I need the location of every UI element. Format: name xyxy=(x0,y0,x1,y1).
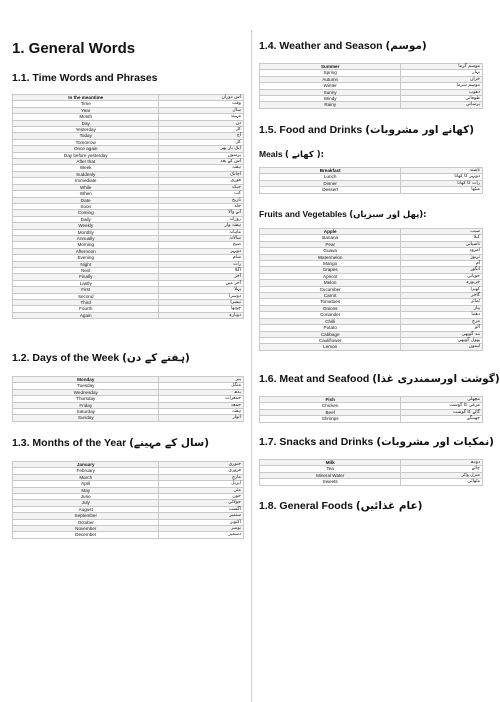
english-term: Week xyxy=(13,165,159,171)
english-term: In the meantime xyxy=(13,95,159,101)
english-term: When xyxy=(13,191,159,197)
english-term: Watermelon xyxy=(260,254,401,260)
urdu-translation: صبح xyxy=(159,242,244,248)
section-heading-weather: 1.4. Weather and Season (موسم) xyxy=(259,40,427,52)
section-heading-food: 1.5. Food and Drinks (کھانے اور مشروبات) xyxy=(259,124,475,136)
english-term: Third xyxy=(13,300,159,306)
urdu-translation: دوپہر کا کھانا xyxy=(401,174,483,180)
urdu-translation: ہفتہ xyxy=(159,409,244,415)
english-term: Autumn xyxy=(260,76,401,82)
urdu-translation: دوبارہ xyxy=(159,312,244,318)
english-term: Guava xyxy=(260,248,401,254)
urdu-translation: جمعرات xyxy=(159,396,244,402)
table-row xyxy=(260,416,483,422)
urdu-translation: منگل xyxy=(159,383,244,389)
table-row xyxy=(260,102,483,108)
english-term: March xyxy=(13,474,159,480)
english-term: Saturday xyxy=(13,409,159,415)
english-term: Today xyxy=(13,133,159,139)
english-term: August xyxy=(13,506,159,512)
english-term: Grapes xyxy=(260,267,401,273)
urdu-translation: آخر میں xyxy=(159,280,244,286)
urdu-translation: سیب xyxy=(401,229,483,235)
urdu-translation: میٹھا xyxy=(401,187,483,193)
urdu-translation: موسم گرما xyxy=(401,64,483,70)
english-term: Apricot xyxy=(260,273,401,279)
english-term: Lunch xyxy=(260,174,401,180)
english-term: After that xyxy=(13,159,159,165)
urdu-translation: دوسرا xyxy=(159,293,244,299)
urdu-translation: آنے والا xyxy=(159,210,244,216)
english-term: Lastly xyxy=(13,280,159,286)
urdu-translation: دھوپ xyxy=(401,89,483,95)
english-term: Weekly xyxy=(13,223,159,229)
urdu-translation: مٹھائی xyxy=(401,479,483,485)
english-term: Chicken xyxy=(260,403,401,409)
urdu-translation: دھنیا xyxy=(401,312,483,318)
english-term: July xyxy=(13,500,159,506)
urdu-translation: مچھلی xyxy=(401,397,483,403)
urdu-translation: مئی xyxy=(159,487,244,493)
urdu-translation: آج xyxy=(159,133,244,139)
urdu-translation: ناشتہ xyxy=(401,168,483,174)
english-term: Monthly xyxy=(13,229,159,235)
urdu-translation: فروری xyxy=(159,468,244,474)
english-term: Onions xyxy=(260,305,401,311)
english-term: Daily xyxy=(13,216,159,222)
english-term: Chilli xyxy=(260,318,401,324)
english-term: Milk xyxy=(260,460,401,466)
section-heading-days: 1.2. Days of the Week (ہفتے کے دن) xyxy=(12,352,190,364)
urdu-translation: دوپہر xyxy=(159,248,244,254)
urdu-translation: کیلا xyxy=(401,235,483,241)
snacks-drinks-table xyxy=(259,459,483,486)
urdu-translation: سال xyxy=(159,107,244,113)
urdu-translation: موسم سرما xyxy=(401,83,483,89)
english-term: October xyxy=(13,519,159,525)
english-term: Tea xyxy=(260,466,401,472)
urdu-translation: جولائی xyxy=(159,500,244,506)
table-row xyxy=(260,479,483,485)
english-term: Cucumber xyxy=(260,286,401,292)
urdu-translation: امرود xyxy=(401,248,483,254)
urdu-translation: تاریخ xyxy=(159,197,244,203)
column-divider xyxy=(251,30,252,702)
urdu-translation: جنوری xyxy=(159,462,244,468)
english-term: Cauliflower xyxy=(260,337,401,343)
urdu-translation: جمعہ xyxy=(159,402,244,408)
english-term: Year xyxy=(13,107,159,113)
urdu-translation: جھینگے xyxy=(401,416,483,422)
urdu-translation: بہار xyxy=(401,70,483,76)
english-term: Coming xyxy=(13,210,159,216)
weather-table xyxy=(259,63,483,109)
english-term: Suddenly xyxy=(13,171,159,177)
english-term: While xyxy=(13,184,159,190)
urdu-translation: جلد xyxy=(159,203,244,209)
urdu-translation: خزاں xyxy=(401,76,483,82)
urdu-translation: اگلا xyxy=(159,267,244,273)
section-heading-time-words: 1.1. Time Words and Phrases xyxy=(12,72,158,84)
english-term: Coriander xyxy=(260,312,401,318)
english-term: Day before yesterday xyxy=(13,152,159,158)
urdu-translation: پہلا xyxy=(159,287,244,293)
urdu-translation: تیسرا xyxy=(159,300,244,306)
urdu-translation: گائے کا گوشت xyxy=(401,409,483,415)
english-term: May xyxy=(13,487,159,493)
urdu-translation: پرسوں xyxy=(159,152,244,158)
english-term: Dinner xyxy=(260,180,401,186)
english-term: Tomatoes xyxy=(260,299,401,305)
urdu-translation: رات xyxy=(159,261,244,267)
urdu-translation: ناشپاتی xyxy=(401,241,483,247)
english-term: Winter xyxy=(260,83,401,89)
english-term: Monday xyxy=(13,377,159,383)
urdu-translation: انگور xyxy=(401,267,483,273)
english-term: Potato xyxy=(260,325,401,331)
urdu-translation: ستمبر xyxy=(159,513,244,519)
urdu-translation: اچانک xyxy=(159,171,244,177)
english-term: Sweets xyxy=(260,479,401,485)
urdu-translation: کب xyxy=(159,191,244,197)
urdu-translation: دن xyxy=(159,120,244,126)
urdu-translation: بند گوبھی xyxy=(401,331,483,337)
urdu-translation: اکتوبر xyxy=(159,519,244,525)
urdu-translation: اس کے بعد xyxy=(159,159,244,165)
urdu-translation: طوفانی xyxy=(401,96,483,102)
fruits-vegetables-table xyxy=(259,228,483,351)
english-term: Windy xyxy=(260,96,401,102)
english-term: Carrot xyxy=(260,293,401,299)
urdu-translation: اگست xyxy=(159,506,244,512)
urdu-translation: شام xyxy=(159,255,244,261)
english-term: Next xyxy=(13,267,159,273)
english-term: Lemon xyxy=(260,344,401,350)
urdu-translation: آم xyxy=(401,261,483,267)
english-term: Morning xyxy=(13,242,159,248)
english-term: Second xyxy=(13,293,159,299)
urdu-translation: لیموں xyxy=(401,344,483,350)
urdu-translation: اس دوران xyxy=(159,95,244,101)
urdu-translation: آلو xyxy=(401,325,483,331)
english-term: First xyxy=(13,287,159,293)
urdu-translation: خوبانی xyxy=(401,273,483,279)
urdu-translation: مارچ xyxy=(159,474,244,480)
english-term: Melon xyxy=(260,280,401,286)
section-heading-meat: 1.6. Meat and Seafood (گوشت اورسمندری غذا) xyxy=(259,373,500,385)
english-term: Dessert xyxy=(260,187,401,193)
urdu-translation: روزانہ xyxy=(159,216,244,222)
urdu-translation: گاجر xyxy=(401,293,483,299)
english-term: Sunday xyxy=(13,415,159,421)
english-term: Tomorrow xyxy=(13,139,159,145)
urdu-translation: خربوزہ xyxy=(401,280,483,286)
english-term: Fourth xyxy=(13,306,159,312)
urdu-translation: ہفتہ xyxy=(159,165,244,171)
table-row xyxy=(13,415,244,421)
english-term: Thursday xyxy=(13,396,159,402)
section-heading-months: 1.3. Months of the Year (سال کے مہینے) xyxy=(12,437,210,449)
english-term: September xyxy=(13,513,159,519)
urdu-translation: پھول گوبھی xyxy=(401,337,483,343)
english-term: Evening xyxy=(13,255,159,261)
urdu-translation: ہفتہ وار xyxy=(159,223,244,229)
english-term: January xyxy=(13,462,159,468)
urdu-translation: چوتھا xyxy=(159,306,244,312)
table-row xyxy=(13,312,244,318)
english-term: Finally xyxy=(13,274,159,280)
meat-seafood-table xyxy=(259,396,483,423)
english-term: November xyxy=(13,526,159,532)
english-term: Fish xyxy=(260,397,401,403)
english-term: Sunny xyxy=(260,89,401,95)
english-term: Annually xyxy=(13,235,159,241)
urdu-translation: برساتی xyxy=(401,102,483,108)
urdu-translation: پیر xyxy=(159,377,244,383)
english-term: Friday xyxy=(13,402,159,408)
urdu-translation: ماہانہ xyxy=(159,229,244,235)
urdu-translation: دسمبر xyxy=(159,532,244,538)
english-term: Month xyxy=(13,114,159,120)
english-term: Date xyxy=(13,197,159,203)
table-row xyxy=(260,344,483,350)
english-term: Breakfast xyxy=(260,168,401,174)
urdu-translation: ٹماٹر xyxy=(401,299,483,305)
english-term: Again xyxy=(13,312,159,318)
english-term: Spring xyxy=(260,70,401,76)
english-term: Cabbage xyxy=(260,331,401,337)
urdu-translation: ایک بار پھر xyxy=(159,146,244,152)
english-term: Day xyxy=(13,120,159,126)
urdu-translation: منرل واٹر xyxy=(401,472,483,478)
meals-subheading: Meals ( کھانے ): xyxy=(259,149,325,160)
page-title: 1. General Words xyxy=(12,40,136,57)
section-heading-snacks: 1.7. Snacks and Drinks (نمکیات اور مشروبات) xyxy=(259,436,494,448)
english-term: Afternoon xyxy=(13,248,159,254)
section-heading-general-foods: 1.8. General Foods (عام غذائیں) xyxy=(259,500,423,512)
english-term: Mango xyxy=(260,261,401,267)
urdu-translation: پیاز xyxy=(401,305,483,311)
urdu-translation: جبکہ xyxy=(159,184,244,190)
urdu-translation: مرچ xyxy=(401,318,483,324)
time-words-table xyxy=(12,94,244,319)
english-term: Soon xyxy=(13,203,159,209)
urdu-translation: نومبر xyxy=(159,526,244,532)
fruits-subheading: Fruits and Vegetables (پھل اور سبزیاں): xyxy=(259,209,427,220)
urdu-translation: دودھ xyxy=(401,460,483,466)
english-term: Rainy xyxy=(260,102,401,108)
urdu-translation: مرغی کا گوشت xyxy=(401,403,483,409)
urdu-translation: رات کا کھانا xyxy=(401,180,483,186)
english-term: Beef xyxy=(260,409,401,415)
english-term: Banana xyxy=(260,235,401,241)
urdu-translation: مہینہ xyxy=(159,114,244,120)
urdu-translation: اپریل xyxy=(159,481,244,487)
english-term: Shrimps xyxy=(260,416,401,422)
urdu-translation: فوری xyxy=(159,178,244,184)
urdu-translation: وقت xyxy=(159,101,244,107)
english-term: February xyxy=(13,468,159,474)
urdu-translation: کھیرا xyxy=(401,286,483,292)
urdu-translation: کل xyxy=(159,139,244,145)
urdu-translation: بدھ xyxy=(159,389,244,395)
table-row xyxy=(13,532,244,538)
english-term: Tuesday xyxy=(13,383,159,389)
english-term: Summer xyxy=(260,64,401,70)
english-term: Immediate xyxy=(13,178,159,184)
english-term: Once again xyxy=(13,146,159,152)
meals-table xyxy=(259,167,483,194)
english-term: Time xyxy=(13,101,159,107)
urdu-translation: اتوار xyxy=(159,415,244,421)
english-term: Apple xyxy=(260,229,401,235)
urdu-translation: چائے xyxy=(401,466,483,472)
table-row xyxy=(260,187,483,193)
days-table xyxy=(12,376,244,422)
urdu-translation: کل xyxy=(159,127,244,133)
english-term: Pear xyxy=(260,241,401,247)
urdu-translation: جون xyxy=(159,494,244,500)
urdu-translation: سالانہ xyxy=(159,235,244,241)
english-term: Mineral Water xyxy=(260,472,401,478)
months-table xyxy=(12,461,244,539)
english-term: Yesterday xyxy=(13,127,159,133)
english-term: Night xyxy=(13,261,159,267)
english-term: December xyxy=(13,532,159,538)
urdu-translation: تربوز xyxy=(401,254,483,260)
english-term: April xyxy=(13,481,159,487)
english-term: June xyxy=(13,494,159,500)
english-term: Wednesday xyxy=(13,389,159,395)
urdu-translation: آخر xyxy=(159,274,244,280)
